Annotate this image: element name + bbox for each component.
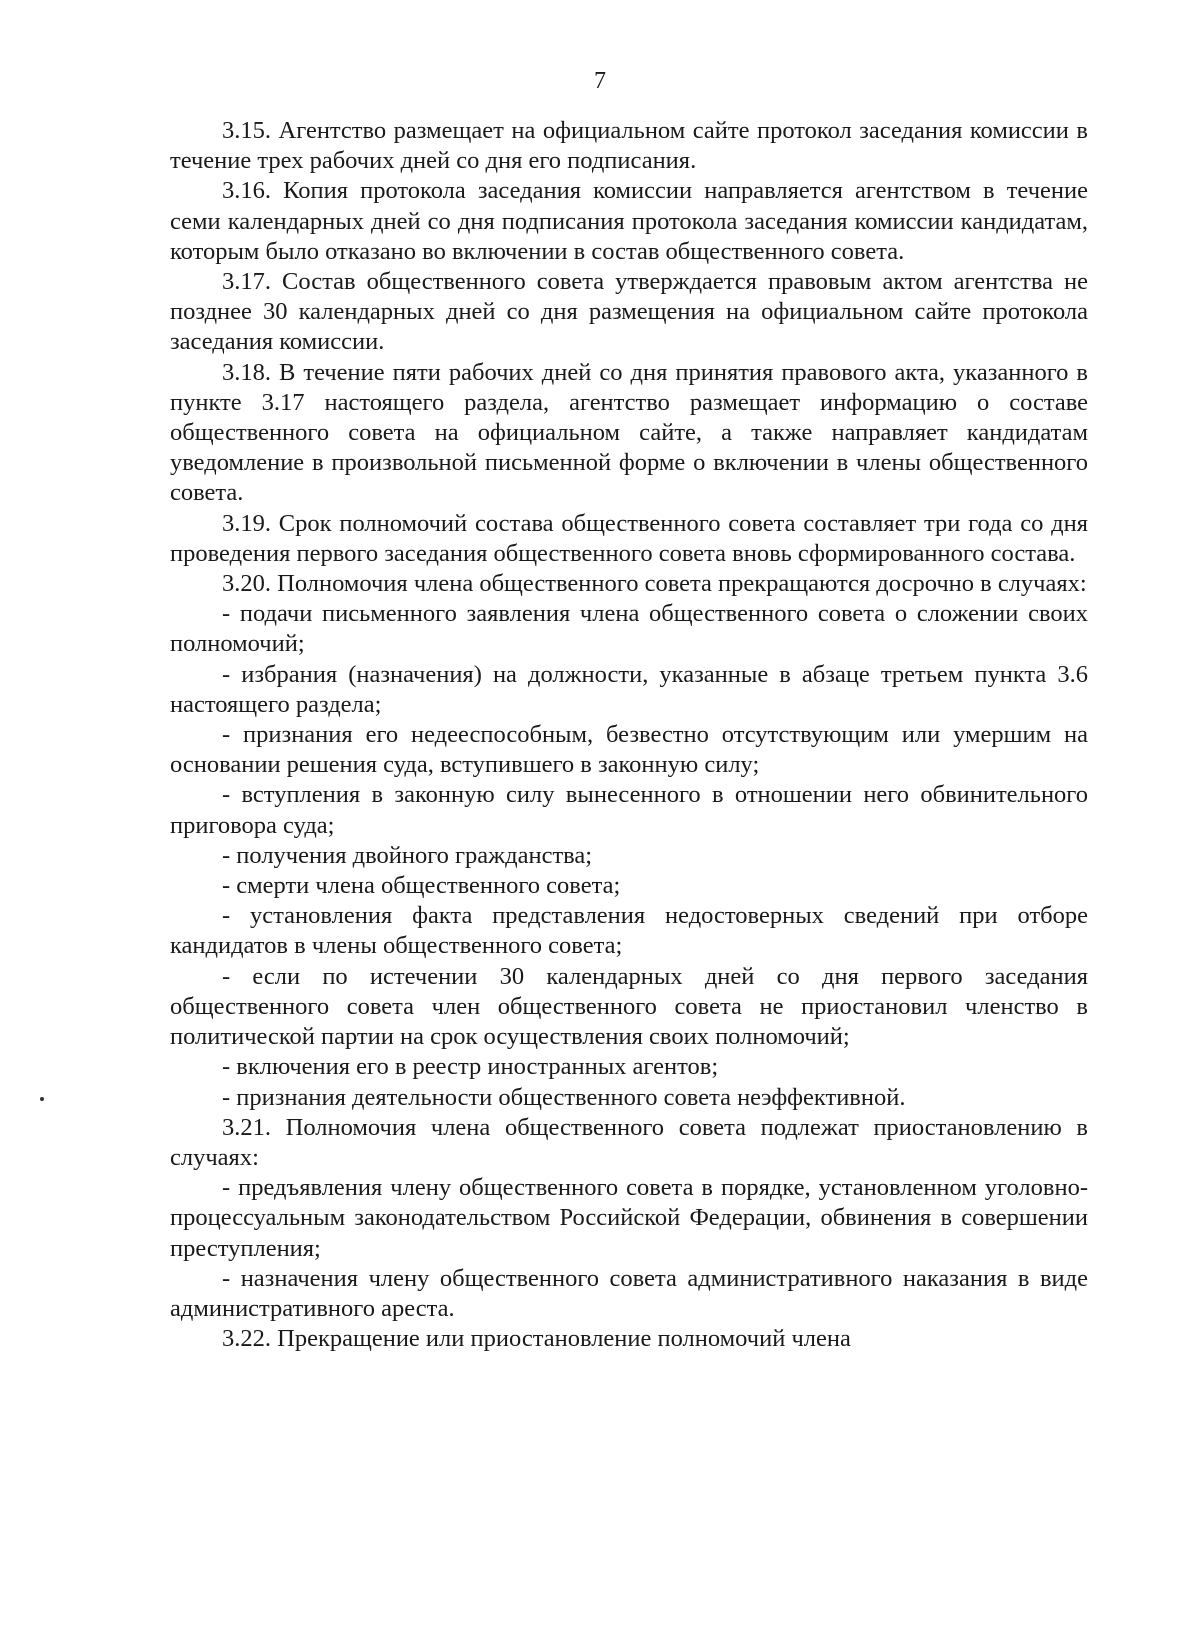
paragraph-3-22: 3.22. Прекращение или приостановление полномочий члена (222, 1325, 851, 1353)
list-item: - включения его в реестр иностранных агентов; (222, 1053, 719, 1081)
list-item: - если по истечении 30 календарных дней со дня первого заседания общественного совета член общественного совета не приостановил членство в политической партии на срок осуществления своих полномочий; (170, 962, 1088, 1051)
paragraph-3-17: 3.17. Состав общественного совета утверждается правовым актом агентства не позднее 30 календарных дней со дня размещения на официальном сайте протокола заседания комиссии. (170, 268, 1088, 356)
list-item: - получения двойного гражданства; (222, 841, 593, 869)
list-item: - признания деятельности общественного совета неэффективной. (222, 1083, 906, 1111)
list-item: - установления факта представления недостоверных сведений при отборе кандидатов в члены общественного совета; (170, 902, 1088, 960)
list-item: - избрания (назначения) на должности, указанные в абзаце третьем пункта 3.6 настоящего раздела; (170, 660, 1088, 718)
list-item: - вступления в законную силу вынесенного в отношении него обвинительного приговора суда; (170, 781, 1088, 839)
paragraph-3-19: 3.19. Срок полномочий состава общественного совета составляет три года со дня проведения первого заседания общественного совета вновь сформированного состава. (170, 509, 1088, 567)
paragraph-3-18: 3.18. В течение пяти рабочих дней со дня принятия правового акта, указанного в пункте 3.17 настоящего раздела, агентство размещает информацию о составе общественного совета на официальном сайте, а также направляет кандидатам уведомление в произвольной письменной форме о включении в члены общественного совета. (170, 358, 1088, 507)
page-number: 7 (594, 68, 606, 94)
list-item: - признания его недееспособным, безвестно отсутствующим или умершим на основании решения суда, вступившего в законную силу; (170, 721, 1088, 779)
scan-speck (40, 1097, 44, 1101)
document-body (170, 116, 1088, 1354)
paragraph-3-15: 3.15. Агентство размещает на официальном сайте протокол заседания комиссии в течение трех рабочих дней со дня его подписания. (170, 117, 1088, 175)
paragraph-3-16: 3.16. Копия протокола заседания комиссии направляется агентством в течение семи календарных дней со дня подписания протокола заседания комиссии кандидатам, которым было отказано во включении в состав общественного совета. (170, 177, 1088, 265)
list-item: - смерти члена общественного совета; (222, 872, 621, 900)
list-item: - подачи письменного заявления члена общественного совета о сложении своих полномочий; (170, 600, 1088, 658)
list-item: - предъявления члену общественного совета в порядке, установленном уголовно-процессуальным законодательством Российской Федерации, обвинения в совершении преступления; (170, 1174, 1088, 1262)
paragraph-3-21: 3.21. Полномочия члена общественного совета подлежат приостановлению в случаях: (170, 1113, 1088, 1171)
paragraph-3-20: 3.20. Полномочия члена общественного совета прекращаются досрочно в случаях: (222, 570, 1087, 598)
list-item: - назначения члену общественного совета административного наказания в виде административного ареста. (170, 1264, 1088, 1322)
